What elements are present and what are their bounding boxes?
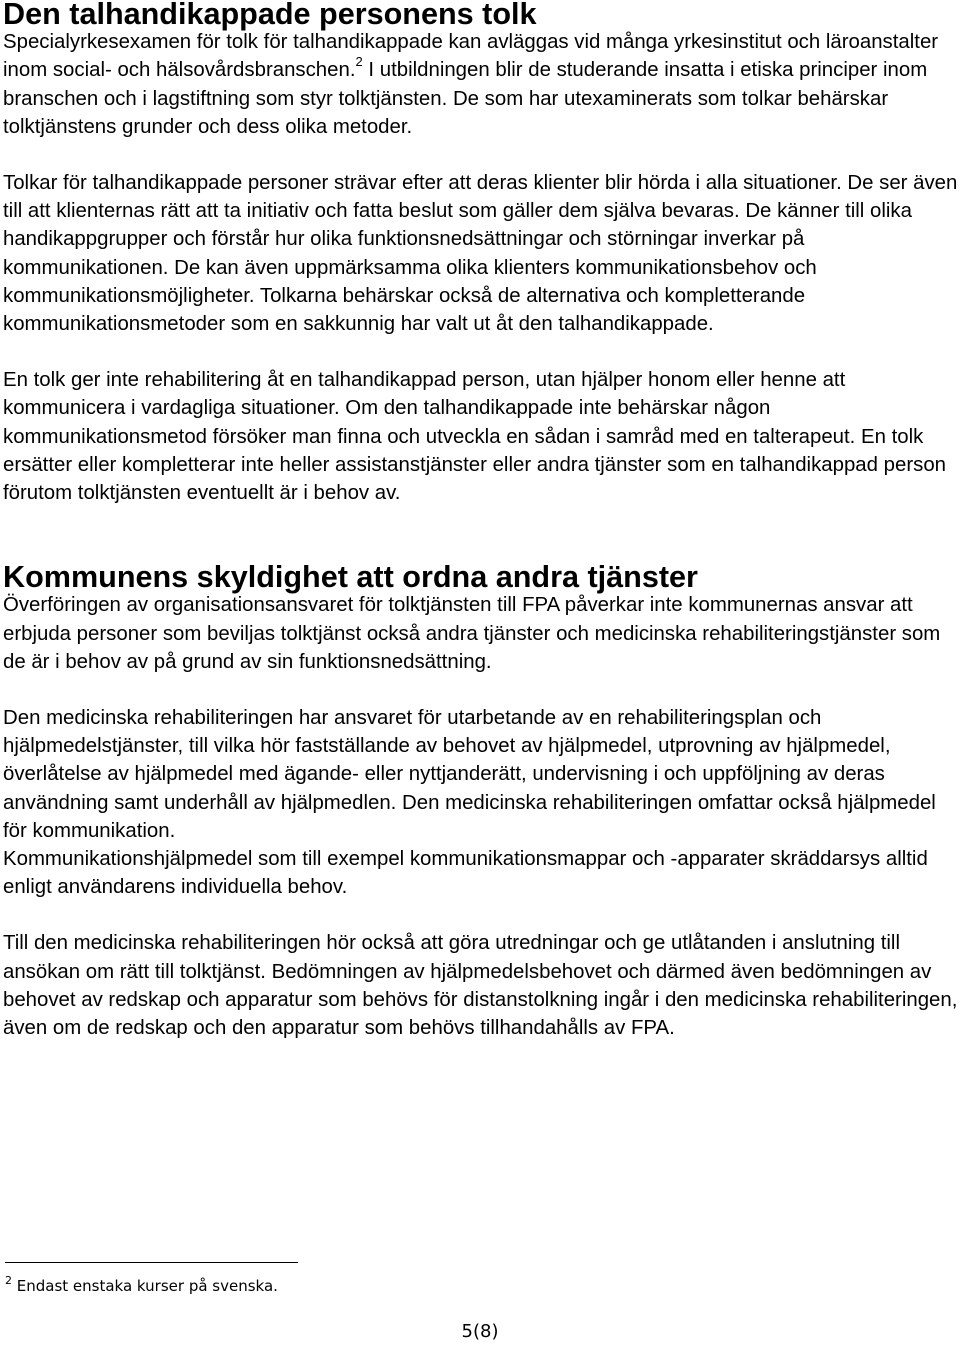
paragraph-spacer bbox=[3, 901, 958, 929]
paragraph-spacer bbox=[3, 338, 958, 366]
paragraph-education-part-b: I utbildningen blir de studerande insatta i etiska principer inom branschen och i lagstiftning som styr tolktjänsten. De som har utexaminerats som tolkar behärskar tolktjänstens grunder och dess olika metoder. bbox=[3, 59, 928, 138]
document-page bbox=[3, 0, 958, 1042]
paragraph-education bbox=[3, 28, 958, 141]
paragraph-not-rehabilitation: En tolk ger inte rehabilitering åt en talhandikappad person, utan hjälper honom eller henne att kommunicera i vardagliga situationer. Om den talhandikappade inte behärskar någon kommunikationsmetod försöker man finna och utveckla en sådan i samråd med en talterapeut. En tolk ersätter eller kompletterar inte heller assistanstjänster eller andra tjänster som en talhandikappad person förutom tolktjänsten eventuellt är i behov av. bbox=[3, 369, 946, 505]
section-heading-interpreter: Den talhandikappade personens tolk bbox=[3, 0, 537, 31]
paragraph-spacer bbox=[3, 141, 958, 169]
footnote-text: Endast enstaka kurser på svenska. bbox=[12, 1277, 278, 1295]
paragraph-medical-rehabilitation-part-b: Kommunikationshjälpmedel som till exempel kommunikationsmappar och -apparater skräddarsys alltid enligt användarens individuella behov. bbox=[3, 848, 928, 899]
page-number: 5(8) bbox=[461, 1321, 499, 1342]
footnote bbox=[5, 1276, 278, 1296]
paragraph-medical-rehabilitation bbox=[3, 704, 958, 901]
footnote-number: 2 bbox=[5, 1274, 12, 1287]
footnote-reference[interactable]: 2 bbox=[355, 53, 363, 69]
paragraph-responsibility-transfer: Överföringen av organisationsansvaret för tolktjänsten till FPA påverkar inte kommunernas ansvar att erbjuda personer som beviljas tolktjänst också andra tjänster och medicinska rehabiliteringstjänster som de är i behov av på grund av sin funktionsnedsättning. bbox=[3, 594, 941, 673]
paragraph-education-part-a: Specialyrkesexamen för tolk för talhandikappade kan avläggas vid många yrkesinstitut och läroanstalter inom social- och hälsovårdsbranschen. bbox=[3, 31, 939, 82]
paragraph-assessments: Till den medicinska rehabiliteringen hör också att göra utredningar och ge utlåtanden i anslutning till ansökan om rätt till tolktjänst. Bedömningen av hjälpmedelsbehovet och därmed även bedömningen av behovet av redskap och apparatur som behövs för distanstolkning ingår i den medicinska rehabiliteringen, även om de redskap och den apparatur som behövs tillhandahålls av FPA. bbox=[3, 932, 958, 1040]
paragraph-interpreter-role: Tolkar för talhandikappade personer strävar efter att deras klienter blir hörda i alla situationer. De ser även till att klienternas rätt att ta initiativ och fatta beslut som gäller dem själva bevaras. De känner till olika handikappgrupper och förstår hur olika funktionsnedsättningar och störningar inverkar på kommunikationen. De kan även uppmärksamma olika klienters kommunikationsbehov och kommunikationsmöjligheter. Tolkarna behärskar också de alternativa och kompletterande kommunikationsmetoder som en sakkunnig har valt ut åt den talhandikappade. bbox=[3, 172, 958, 336]
section-heading-municipality: Kommunens skyldighet att ordna andra tjänster bbox=[3, 560, 698, 595]
paragraph-spacer bbox=[3, 676, 958, 704]
section-spacer bbox=[3, 507, 958, 563]
paragraph-medical-rehabilitation-part-a: Den medicinska rehabiliteringen har ansvaret för utarbetande av en rehabiliteringsplan och hjälpmedelstjänster, till vilka hör fastställande av behovet av hjälpmedel, utprovning av hjälpmedel, överlåtelse av hjälpmedel med ägande- eller nyttjanderätt, undervisning i och uppföljning av deras användning samt underhåll av hjälpmedlen. Den medicinska rehabiliteringen omfattar också hjälpmedel för kommunikation. bbox=[3, 707, 936, 842]
footnote-separator bbox=[5, 1262, 298, 1263]
